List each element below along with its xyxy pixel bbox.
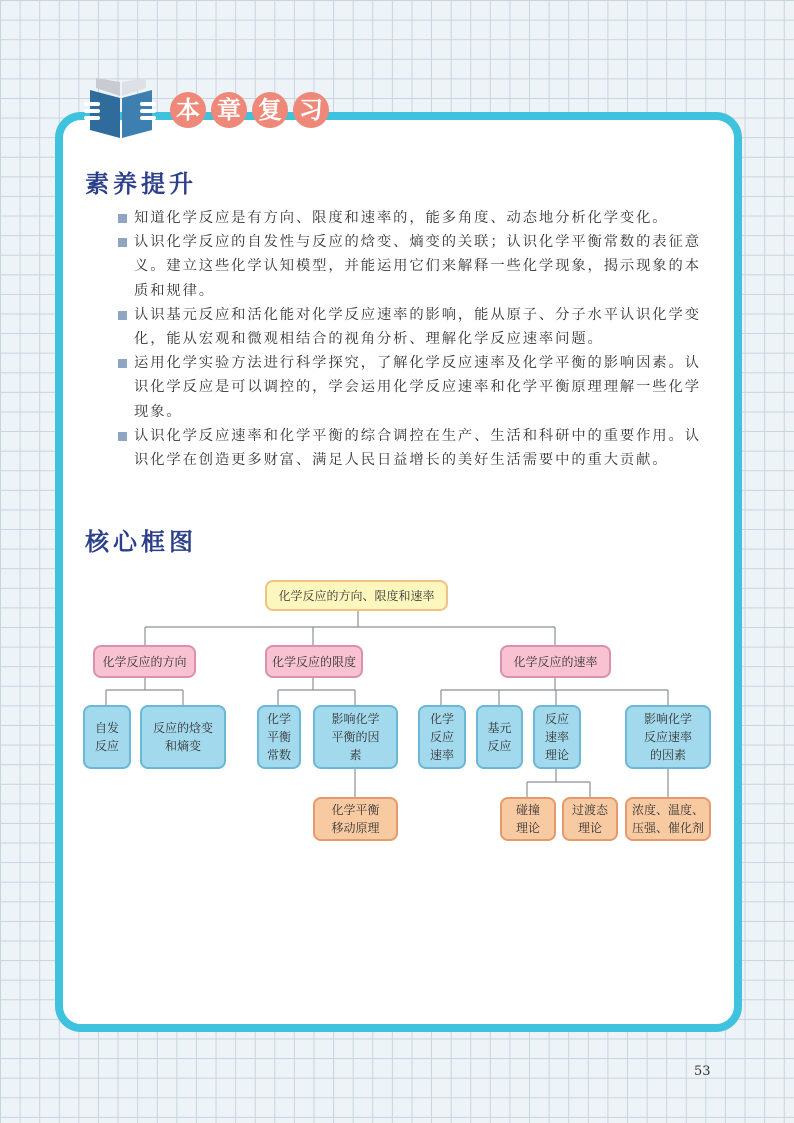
chapter-badge-char: 习 <box>293 92 329 128</box>
node-spontaneous: 自发反应 <box>83 705 131 769</box>
section-title-literacy: 素养提升 <box>85 170 197 198</box>
list-item: 认识基元反应和活化能对化学反应速率的影响，能从原子、分子水平认识化学变化，能从宏观和微观相结合的视角分析、理解化学反应速率问题。 <box>116 303 716 351</box>
node-factors-list: 浓度、温度、压强、催化剂 <box>625 797 711 841</box>
chapter-badge-char: 章 <box>211 92 247 128</box>
node-collision: 碰撞理论 <box>500 797 556 841</box>
node-elementary: 基元反应 <box>476 705 523 769</box>
list-item: 认识化学反应速率和化学平衡的综合调控在生产、生活和科研中的重要作用。认识化学在创造更多财富、满足人民日益增长的美好生活需要中的重大贡献。 <box>116 424 716 472</box>
node-rate-factors: 影响化学反应速率的因素 <box>625 705 711 769</box>
node-reaction-rate: 化学反应速率 <box>418 705 466 769</box>
node-direction: 化学反应的方向 <box>93 645 196 678</box>
chapter-badge-char: 本 <box>170 92 206 128</box>
list-item: 运用化学实验方法进行科学探究，了解化学反应速率及化学平衡的影响因素。认识化学反应是可以调控的，学会运用化学反应速率和化学平衡原理理解一些化学现象。 <box>116 351 716 424</box>
page-number: 53 <box>694 1064 711 1079</box>
node-eq-shift: 化学平衡移动原理 <box>313 797 398 841</box>
list-item: 认识化学反应的自发性与反应的焓变、熵变的关联；认识化学平衡常数的表征意义。建立这些化学认知模型，并能运用它们来解释一些化学现象，揭示现象的本质和规律。 <box>116 230 716 303</box>
node-root: 化学反应的方向、限度和速率 <box>265 580 448 611</box>
list-item: 知道化学反应是有方向、限度和速率的，能多角度、动态地分析化学变化。 <box>116 206 716 230</box>
chapter-badge-char: 复 <box>252 92 288 128</box>
node-eq-constant: 化学平衡常数 <box>257 705 301 769</box>
node-eq-factors: 影响化学平衡的因素 <box>313 705 398 769</box>
node-transition-state: 过渡态理论 <box>562 797 618 841</box>
node-limit: 化学反应的限度 <box>265 645 363 678</box>
node-enthalpy-entropy: 反应的焓变和熵变 <box>140 705 226 769</box>
node-rate: 化学反应的速率 <box>500 645 611 678</box>
section-title-framework: 核心框图 <box>85 528 197 556</box>
node-rate-theory: 反应速率理论 <box>533 705 581 769</box>
